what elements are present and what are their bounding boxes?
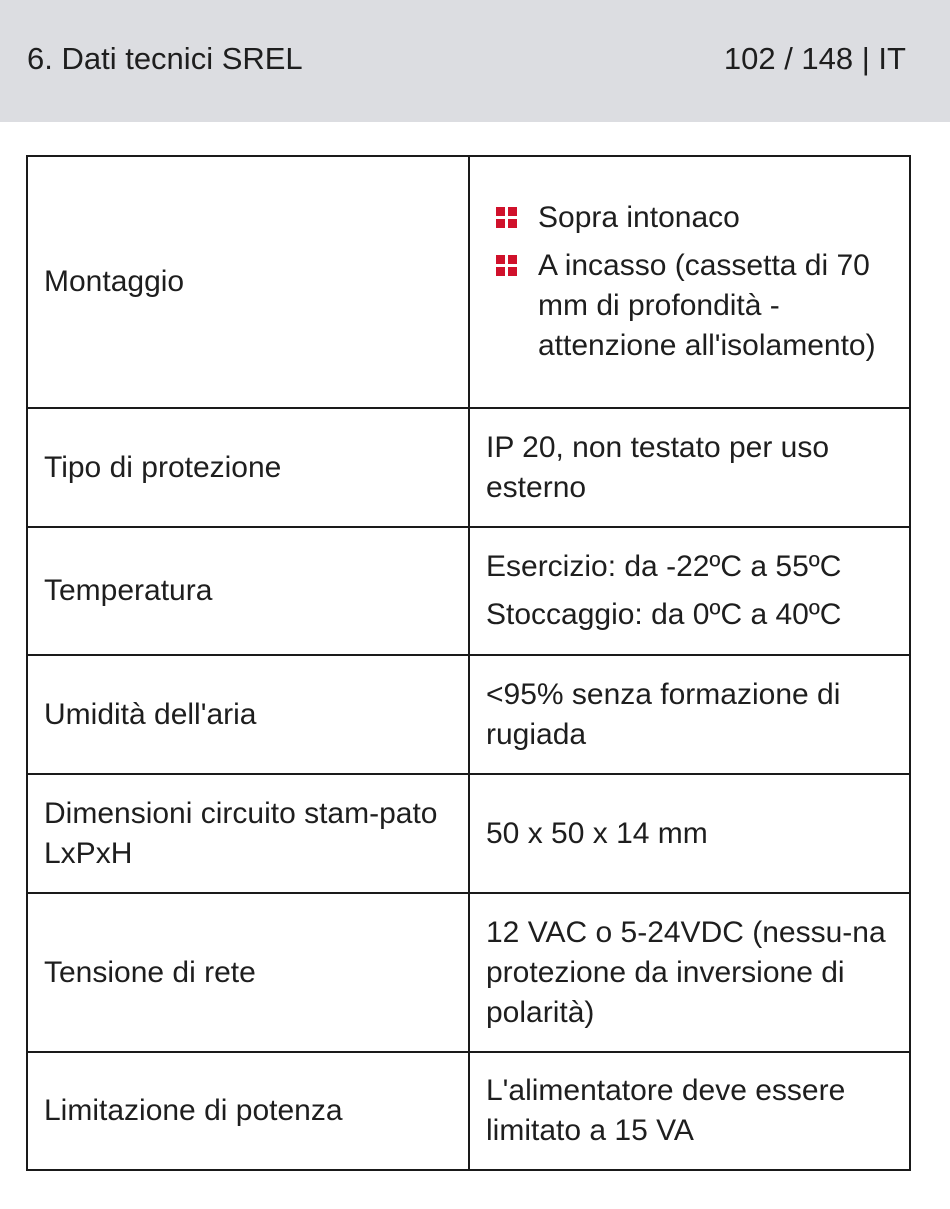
spec-label: Umidità dell'aria xyxy=(27,655,469,774)
spec-value: 50 x 50 x 14 mm xyxy=(469,774,910,893)
list-item xyxy=(486,198,893,238)
page-header xyxy=(0,0,950,122)
table-row xyxy=(27,408,910,527)
spec-value-line: Stoccaggio: da 0ºC a 40ºC xyxy=(486,598,842,631)
spec-label: Tensione di rete xyxy=(27,893,469,1052)
spec-value: IP 20, non testato per uso esterno xyxy=(469,408,910,527)
list-item-text: Sopra intonaco xyxy=(538,201,740,234)
spec-label: Tipo di protezione xyxy=(27,408,469,527)
table-row xyxy=(27,655,910,774)
table-row xyxy=(27,893,910,1052)
red-square-bullet-icon xyxy=(496,207,517,228)
table-row xyxy=(27,156,910,408)
spec-label: Limitazione di potenza xyxy=(27,1052,469,1170)
list-item xyxy=(486,246,893,366)
spec-value-line: Esercizio: da -22ºC a 55ºC xyxy=(486,550,842,583)
spec-value xyxy=(469,527,910,655)
spec-value xyxy=(469,156,910,408)
spec-label: Dimensioni circuito stam-pato LxPxH xyxy=(27,774,469,893)
section-title: 6. Dati tecnici SREL xyxy=(27,41,303,76)
spec-label: Montaggio xyxy=(27,156,469,408)
bullet-list xyxy=(486,198,893,366)
table-row xyxy=(27,774,910,893)
red-square-bullet-icon xyxy=(496,255,517,276)
page-indicator: 102 / 148 | IT xyxy=(723,41,906,76)
spec-value: 12 VAC o 5-24VDC (nessu-na protezione da inversione di polarità) xyxy=(469,893,910,1052)
list-item-text: A incasso (cassetta di 70 mm di profondità - attenzione all'isolamento) xyxy=(538,249,876,362)
spec-label: Temperatura xyxy=(27,527,469,655)
technical-specs-table xyxy=(26,155,911,1171)
table-row xyxy=(27,527,910,655)
table-row xyxy=(27,1052,910,1170)
spec-value: <95% senza formazione di rugiada xyxy=(469,655,910,774)
spec-value: L'alimentatore deve essere limitato a 15 VA xyxy=(469,1052,910,1170)
